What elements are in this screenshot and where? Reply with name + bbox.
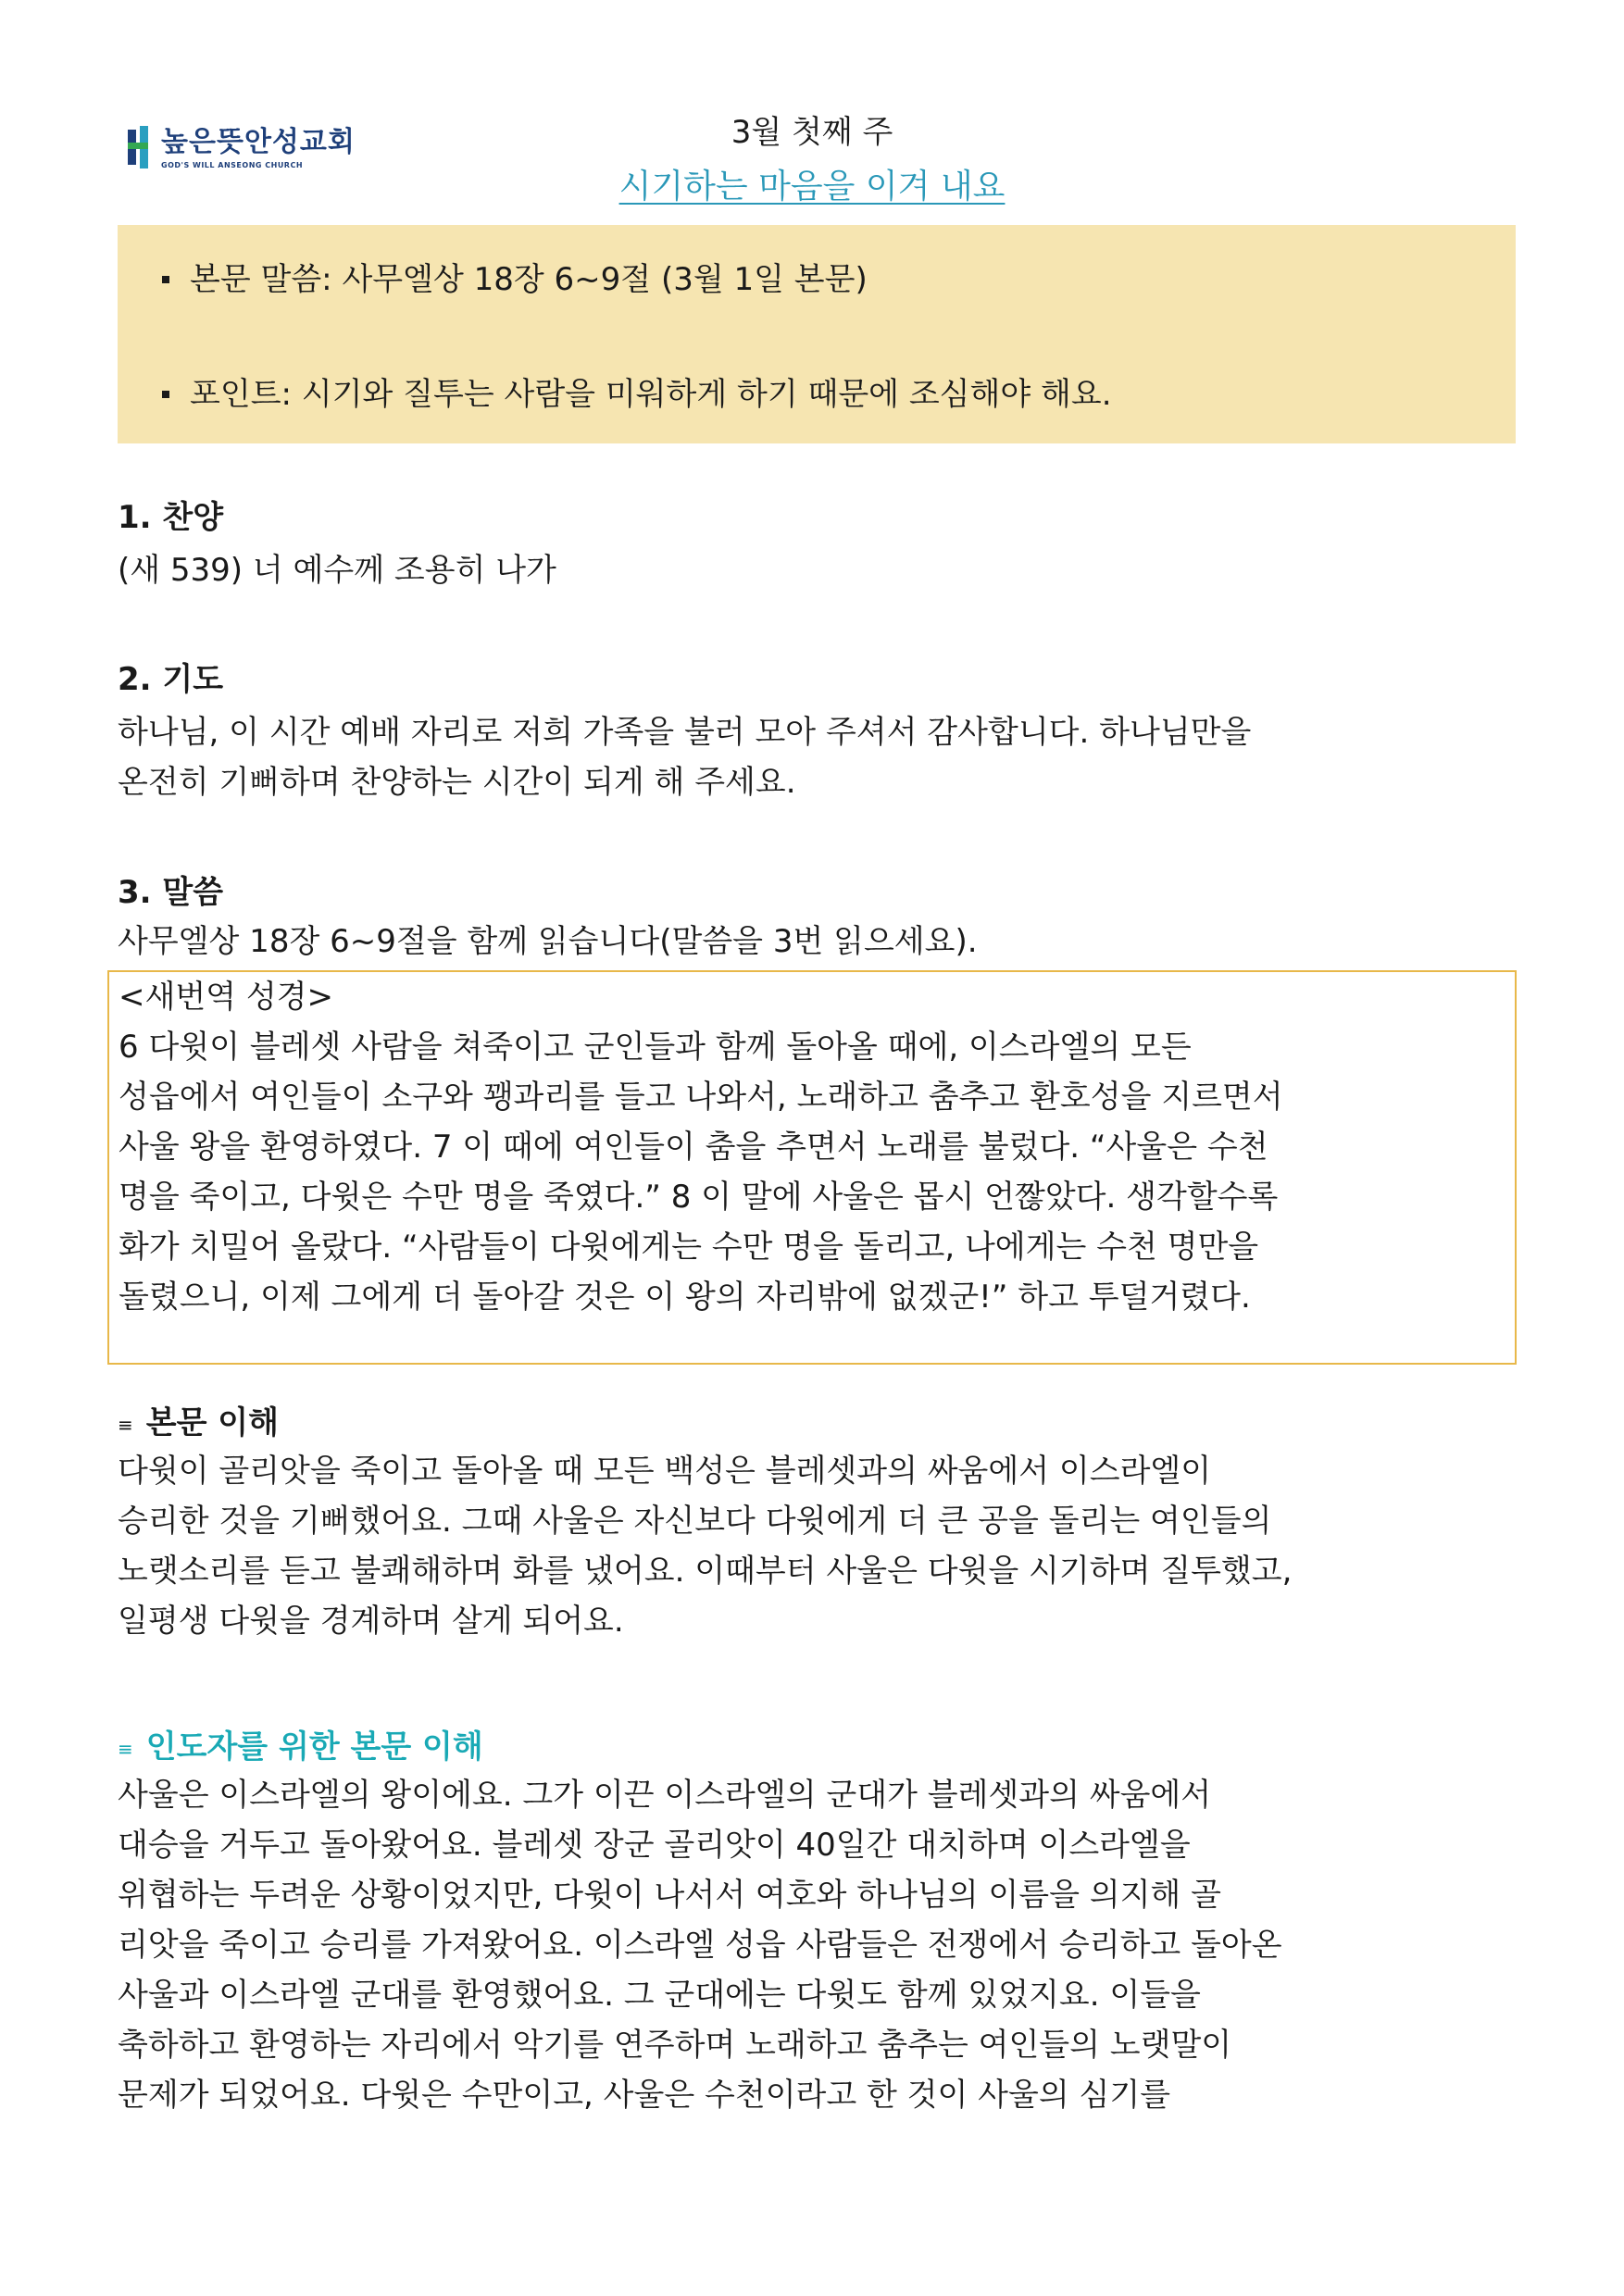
- summary-scripture: 본문 말씀: 사무엘상 18장 6~9절 (3월 1일 본문): [162, 260, 868, 299]
- prayer-text: 하나님, 이 시간 예배 자리로 저희 가족을 불러 모아 주셔서 감사합니다. 하나님만을 온전히 기뻐하며 찬양하는 시간이 되게 해 주세요.: [118, 714, 1252, 801]
- bullet-icon: [162, 391, 169, 398]
- praise-heading: 1. 찬양: [118, 499, 224, 536]
- summary-point: 포인트: 시기와 질투는 사람을 미워하게 하기 때문에 조심해야 해요.: [162, 375, 1112, 414]
- week-label: 3월 첫째 주: [731, 114, 893, 151]
- menu-lines-icon: ≡: [118, 1737, 133, 1760]
- bible-passage: <새번역 성경> 6 다윗이 블레셋 사람을 쳐죽이고 군인들과 함께 돌아올 때에, 이스라엘의 모든 성읍에서 여인들이 소구와 꽹과리를 들고 나와서, 노래하고 춤추고 환호성을 지르면서 사울 왕을 환영하였다. 7 이 때에 여인들이 춤을 추면서 노래를 불렀다. “사울은 수천 명을 죽이고, 다윗은 수만 명을 죽였다.” 8 이 말에 사울은 몹시 언짢았다. 생각할수록 화가 치밀어 올랐다. “사람들이 다윗에게는 수만 명을 돌리고, 나에게는 수천 명만을 돌렸으니, 이제 그에게 더 돌아갈 것은 이 왕의 자리밖에 없겠군!” 하고 투덜거렸다.: [119, 972, 1526, 1322]
- praise-text: (새 539) 너 예수께 조용히 나가: [118, 552, 556, 589]
- bullet-icon: [162, 276, 169, 283]
- bible-version: <새번역 성경>: [119, 979, 334, 1016]
- church-name: 높은뜻안성교회: [161, 126, 356, 158]
- church-name-english: GOD'S WILL ANSEONG CHURCH: [161, 161, 304, 169]
- leader-text: 사울은 이스라엘의 왕이에요. 그가 이끈 이스라엘의 군대가 블레셋과의 싸움에서 대승을 거두고 돌아왔어요. 블레셋 장군 골리앗이 40일간 대치하며 이스라엘을 위협하는 두려운 상황이었지만, 다윗이 나서서 여호와 하나님의 이름을 의지해 골 리앗을 죽이고 승리를 가져왔어요. 이스라엘 성읍 사람들은 전쟁에서 승리하고 돌아온 사울과 이스라엘 군대를 환영했어요. 그 군대에는 다윗도 함께 있었지요. 이들을 축하하고 환영하는 자리에서 악기를 연주하며 노래하고 춤추는 여인들의 노랫말이 문제가 되었어요. 다윗은 수만이고, 사울은 수천이라고 한 것이 사울의 심기를: [118, 1777, 1282, 2114]
- understanding-text: 다윗이 골리앗을 죽이고 돌아올 때 모든 백성은 블레셋과의 싸움에서 이스라엘이 승리한 것을 기뻐했어요. 그때 사울은 자신보다 다윗에게 더 큰 공을 돌리는 여인들의 노랫소리를 듣고 불쾌해하며 화를 냈어요. 이때부터 사울은 다윗을 시기하며 질투했고, 일평생 다윗을 경계하며 살게 되어요.: [118, 1453, 1293, 1640]
- bible-passage-box: [107, 970, 1517, 1365]
- menu-lines-icon: ≡: [118, 1413, 133, 1436]
- word-intro: 사무엘상 18장 6~9절을 함께 읽습니다(말씀을 3번 읽으세요).: [118, 923, 978, 960]
- page-title: 시기하는 마음을 이겨 내요: [618, 168, 1006, 206]
- leader-heading: ≡ 인도자를 위한 본문 이해: [118, 1728, 483, 1766]
- summary-box: [118, 225, 1516, 443]
- prayer-heading: 2. 기도: [118, 661, 224, 698]
- word-heading: 3. 말씀: [118, 874, 224, 911]
- understanding-heading: ≡ 본문 이해: [118, 1404, 279, 1441]
